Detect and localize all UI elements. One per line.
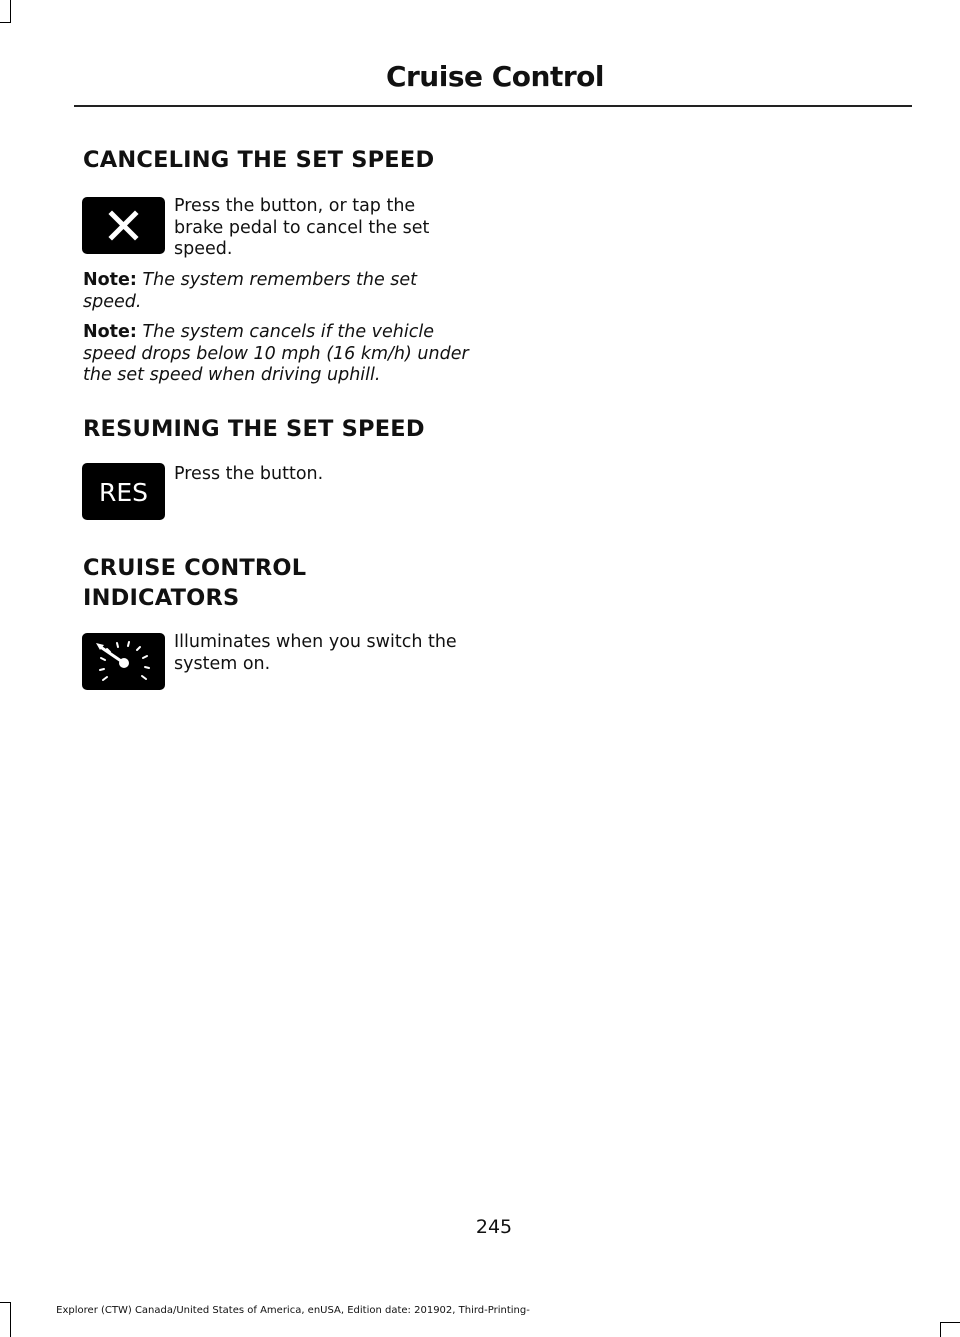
footer-edition-text: Explorer (CTW) Canada/United States of America, enUSA, Edition date: 201902, Third-Printing-: [56, 1305, 530, 1316]
res-label: RES: [98, 478, 149, 507]
crop-mark: [0, 1302, 11, 1303]
res-button-icon: [82, 463, 165, 520]
resume-instruction-text: Press the button.: [174, 464, 324, 484]
section-heading-canceling: CANCELING THE SET SPEED: [83, 147, 435, 173]
header-divider: [74, 105, 912, 107]
note-remembers: [83, 270, 463, 313]
section-heading-indicators-line1: CRUISE CONTROL: [83, 555, 307, 581]
crop-mark: [0, 22, 11, 23]
note-label: Note:: [83, 322, 137, 342]
speedometer-icon: [82, 633, 165, 690]
cruise-indicator-icon-box: [82, 633, 165, 690]
note-label: Note:: [83, 270, 137, 290]
section-heading-indicators-line2: INDICATORS: [83, 585, 240, 611]
note-cancels-uphill: [83, 322, 483, 387]
crop-mark: [10, 0, 11, 22]
indicator-description-text: Illuminates when you switch the system on.: [174, 632, 457, 674]
close-x-icon: [82, 197, 165, 254]
page-number: 245: [475, 1216, 513, 1238]
cancel-button-icon-box: [82, 197, 165, 254]
page-title: Cruise Control: [385, 60, 604, 93]
note-body: The system cancels if the vehicle speed drops below 10 mph (16 km/h) under the set speed when driving uphill.: [83, 322, 469, 385]
section-heading-resuming: RESUMING THE SET SPEED: [83, 416, 425, 442]
crop-mark: [940, 1322, 960, 1323]
note-body: The system remembers the set speed.: [83, 270, 418, 312]
cancel-instruction-text: Press the button, or tap the brake pedal to cancel the set speed.: [174, 196, 430, 259]
crop-mark: [940, 1322, 941, 1337]
resume-button-icon-box: [82, 463, 165, 520]
